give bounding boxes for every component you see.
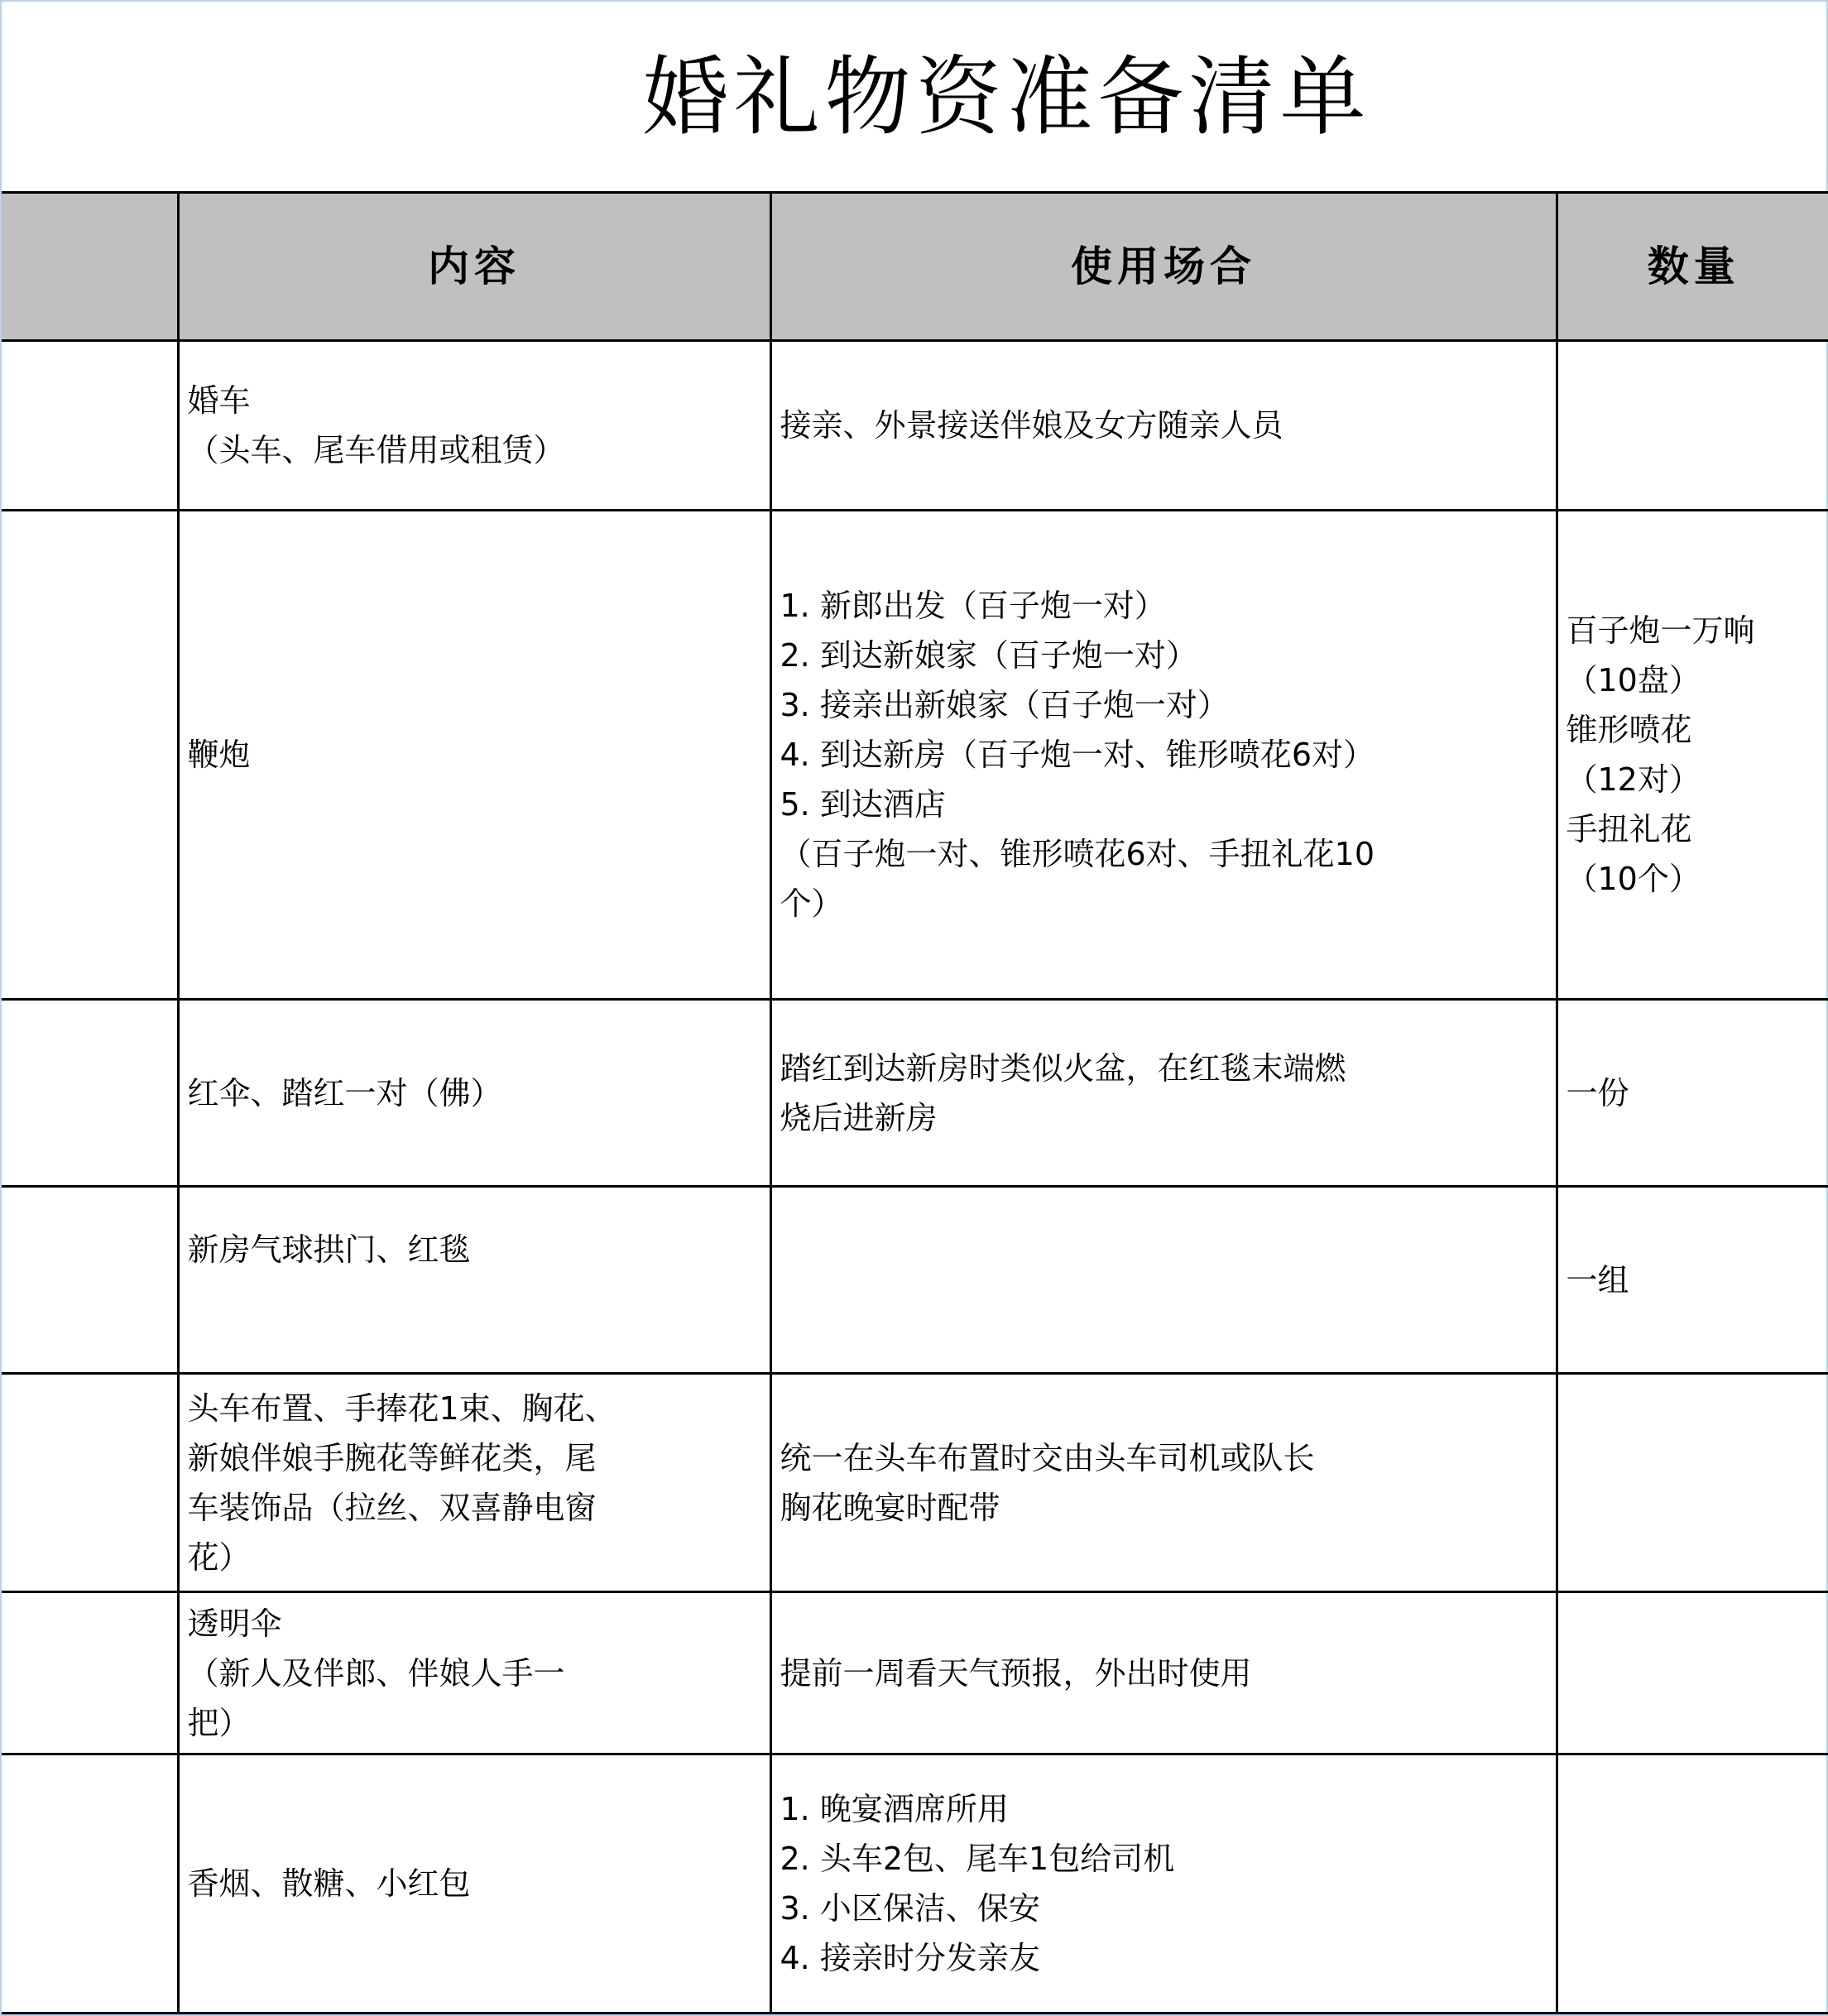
content-cell[interactable] bbox=[178, 1000, 770, 1187]
content-cell[interactable] bbox=[178, 1592, 770, 1754]
content-cell[interactable] bbox=[178, 341, 770, 511]
cell-line: 1. 新郎出发（百子炮一对） bbox=[780, 588, 1166, 624]
cell-line: 5. 到达酒店 bbox=[780, 786, 946, 823]
cell-line: 烧后进新房 bbox=[780, 1099, 938, 1136]
cell-line: 4. 到达新房（百子炮一对、锥形喷花6对） bbox=[780, 737, 1375, 773]
supply-table bbox=[2, 191, 1828, 2014]
cell-line: 一份 bbox=[1566, 1074, 1629, 1111]
table-row bbox=[2, 1754, 1828, 2014]
cell-line: 红伞、踏红一对（佛） bbox=[187, 1074, 502, 1111]
cell-line: 新房气球拱门、红毯 bbox=[187, 1231, 471, 1268]
occasion-cell[interactable] bbox=[770, 511, 1557, 1000]
index-cell[interactable] bbox=[2, 1592, 178, 1754]
occasion-cell[interactable] bbox=[770, 1187, 1557, 1374]
content-cell[interactable] bbox=[178, 1374, 770, 1592]
quantity-cell[interactable] bbox=[1557, 1374, 1828, 1592]
table-row bbox=[2, 1187, 1828, 1374]
occasion-cell[interactable] bbox=[770, 1592, 1557, 1754]
quantity-cell[interactable] bbox=[1557, 341, 1828, 511]
cell-line: 百子炮一万响 bbox=[1566, 612, 1755, 649]
table-row bbox=[2, 1000, 1828, 1187]
cell-line: 个） bbox=[780, 886, 843, 922]
cell-line: （百子炮一对、锥形喷花6对、手扭礼花10 bbox=[780, 836, 1375, 872]
content-cell[interactable] bbox=[178, 1754, 770, 2014]
table-row bbox=[2, 1592, 1828, 1754]
quantity-cell[interactable] bbox=[1557, 1754, 1828, 2014]
quantity-cell[interactable] bbox=[1557, 1000, 1828, 1187]
cell-line: 3. 小区保洁、保安 bbox=[780, 1890, 1040, 1927]
cell-line: 车装饰品（拉丝、双喜静电窗 bbox=[187, 1489, 597, 1526]
cell-line: （头车、尾车借用或租赁） bbox=[187, 432, 565, 468]
index-cell[interactable] bbox=[2, 341, 178, 511]
quantity-cell[interactable] bbox=[1557, 511, 1828, 1000]
cell-line: 4. 接亲时分发亲友 bbox=[780, 1940, 1040, 1976]
index-cell[interactable] bbox=[2, 511, 178, 1000]
cell-line: 透明伞 bbox=[187, 1605, 282, 1642]
cell-line: 新娘伴娘手腕花等鲜花类，尾 bbox=[187, 1439, 597, 1476]
cell-line: 接亲、外景接送伴娘及女方随亲人员 bbox=[780, 407, 1283, 444]
cell-line: 3. 接亲出新娘家（百子炮一对） bbox=[780, 687, 1229, 723]
quantity-cell[interactable] bbox=[1557, 1187, 1828, 1374]
cell-line: 头车布置、手捧花1束、胸花、 bbox=[187, 1390, 617, 1427]
index-cell[interactable] bbox=[2, 1000, 178, 1187]
quantity-cell[interactable] bbox=[1557, 1592, 1828, 1754]
occasion-cell[interactable] bbox=[770, 1000, 1557, 1187]
index-cell[interactable] bbox=[2, 1187, 178, 1374]
cell-line: （10盘） bbox=[1566, 662, 1701, 698]
cell-line: 花） bbox=[187, 1538, 251, 1576]
cell-line: 手扭礼花 bbox=[1566, 811, 1692, 847]
occasion-cell[interactable] bbox=[770, 341, 1557, 511]
cell-line: 把） bbox=[187, 1704, 251, 1741]
content-cell[interactable] bbox=[178, 1187, 770, 1374]
cell-line: 一组 bbox=[1566, 1261, 1629, 1298]
cell-line: （10个） bbox=[1566, 861, 1701, 897]
cell-line: 踏红到达新房时类似火盆，在红毯末端燃 bbox=[780, 1049, 1346, 1087]
cell-line: 鞭炮 bbox=[187, 737, 251, 773]
occasion-cell[interactable] bbox=[770, 1374, 1557, 1592]
cell-line: 2. 头车2包、尾车1包给司机 bbox=[780, 1841, 1175, 1877]
occasion-cell[interactable] bbox=[770, 1754, 1557, 2014]
table-row bbox=[2, 341, 1828, 511]
cell-line: （12对） bbox=[1566, 761, 1701, 798]
index-cell[interactable] bbox=[2, 1374, 178, 1592]
cell-line: 胸花晚宴时配带 bbox=[780, 1489, 1000, 1526]
page-title: 婚礼物资准备清单 bbox=[642, 46, 1371, 147]
table-row bbox=[2, 1374, 1828, 1592]
header-index[interactable] bbox=[2, 193, 178, 341]
cell-line: 香烟、散糖、小红包 bbox=[187, 1865, 471, 1902]
cell-line: 婚车 bbox=[187, 382, 251, 419]
header-content[interactable]: 内容 bbox=[178, 193, 770, 341]
index-cell[interactable] bbox=[2, 1754, 178, 2014]
cell-line: 提前一周看天气预报，外出时使用 bbox=[780, 1654, 1252, 1692]
table-row bbox=[2, 511, 1828, 1000]
header-row bbox=[2, 193, 1828, 341]
cell-line: 2. 到达新娘家（百子炮一对） bbox=[780, 637, 1197, 674]
cell-line: 锥形喷花 bbox=[1566, 712, 1692, 748]
content-cell[interactable] bbox=[178, 511, 770, 1000]
header-occasion[interactable]: 使用场合 bbox=[770, 193, 1557, 341]
header-quantity[interactable]: 数量 bbox=[1557, 193, 1828, 341]
cell-line: 1. 晚宴酒席所用 bbox=[780, 1791, 1009, 1827]
cell-line: 统一在头车布置时交由头车司机或队长 bbox=[780, 1439, 1315, 1476]
cell-line: （新人及伴郎、伴娘人手一 bbox=[187, 1654, 565, 1692]
